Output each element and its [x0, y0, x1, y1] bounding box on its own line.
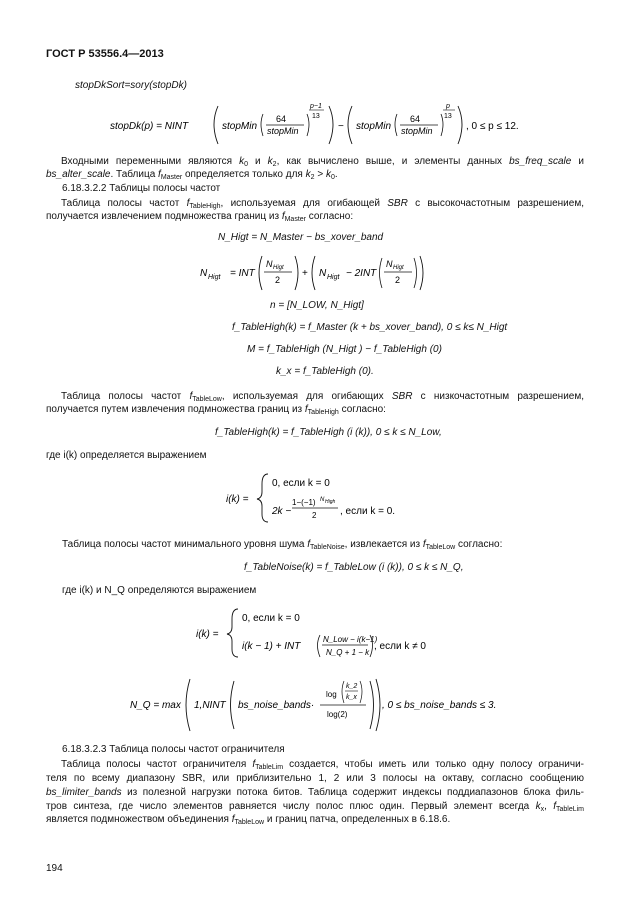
para-tablelim-line1: Таблица полосы частот ограничителя $f_{TableLim}$ создается, чтобы иметь или только одну полосу ограничи-: [61, 759, 584, 771]
svg-text:1,NINT: 1,NINT: [194, 700, 226, 711]
section-6-18-3-2-2: 6.18.3.2.2 Таблицы полосы частот: [62, 183, 221, 194]
svg-text:2: 2: [275, 275, 281, 285]
svg-text:N: N: [386, 259, 393, 269]
svg-text:N_Q = max: N_Q = max: [130, 700, 181, 711]
eq-ftablehigh: f_TableHigh(k) = f_Master (k + bs_xover_band), 0 ≤ k≤ N_Higt: [232, 322, 508, 333]
svg-text:, 0 ≤ bs_noise_bands ≤ 3.: , 0 ≤ bs_noise_bands ≤ 3.: [382, 700, 497, 711]
svg-text:, если k = 0.: , если k = 0.: [340, 506, 396, 517]
svg-text:log(2): log(2): [327, 710, 348, 719]
svg-text:2: 2: [395, 275, 401, 285]
svg-text:Higt: Higt: [208, 274, 221, 281]
svg-text:k_2: k_2: [346, 683, 358, 690]
eq-ik-2: [196, 605, 436, 660]
svg-text:N: N: [319, 268, 327, 279]
eq-ik-1: [226, 470, 426, 525]
stopdk-equation: [110, 100, 530, 148]
svg-text:Higt: Higt: [273, 265, 284, 271]
para-tablenoise: Таблица полосы частот минимального уровня шума $f_{TableNoise}$, извлекается из $f_{TableLow}$ согласно:: [62, 539, 503, 551]
stopmin-den-1: stopMin: [267, 126, 299, 136]
where-ik-nq: где i(k) и N_Q определяются выражением: [62, 585, 257, 596]
exp-num-1: p−1: [310, 103, 322, 110]
para-inputs-line2: bs_alter_scale. Таблица $f_{Master}$ определяется только для $k_2 > k_0$.: [46, 169, 338, 181]
para-tablehigh-line1: Таблица полосы частот $f_{TableHigh}$, используемая для огибающей SBR с высокочастотным разрешением,: [61, 198, 584, 210]
para-tablelim-line4: тров синтеза, где число элементов равняется числу полос плюс один. Первый элемент всегда $k_x$, $f_{TableLim}$: [46, 801, 584, 813]
svg-text:k_x: k_x: [346, 694, 357, 701]
svg-text:1−(−1): 1−(−1): [292, 498, 316, 507]
svg-text:bs_noise_bands·: bs_noise_bands·: [238, 700, 315, 711]
eq-n: n = [N_LOW, N_Higt]: [270, 300, 364, 311]
svg-text:, если k ≠ 0: , если k ≠ 0: [374, 641, 426, 652]
stopmin-1: stopMin: [222, 121, 258, 132]
stopdk-range: , 0 ≤ p ≤ 12.: [466, 121, 519, 132]
eq-nq: [130, 675, 530, 735]
svg-text:i(k) =: i(k) =: [196, 629, 219, 640]
svg-text:2: 2: [312, 511, 317, 520]
svg-text:= INT: = INT: [230, 268, 255, 279]
para-inputs-line1: Входными переменными являются $k_0$ и $k_2$, как вычислено выше, и элементы данных bs_freq_scale и: [61, 156, 584, 168]
standard-header: ГОСТ Р 53556.4—2013: [46, 48, 164, 60]
para-tablelim-line5: является подмножеством объединения $f_{TableLow}$ и границ патча, определенных в 6.18.6.: [46, 814, 451, 826]
svg-text:N: N: [200, 268, 208, 279]
svg-text:N_Low − i(k−1): N_Low − i(k−1): [323, 635, 378, 644]
svg-text:i(k) =: i(k) =: [226, 494, 249, 505]
svg-text:0, если k = 0: 0, если k = 0: [272, 478, 330, 489]
para-tablelim-line2: теля по всему диапазону SBR, или приблизительно 1, 2 или 3 полосы на октаву, согласно сообщению: [46, 773, 584, 784]
svg-text:N: N: [320, 497, 325, 503]
eq-nhigh-2: [200, 252, 430, 294]
where-ik: где i(k) определяется выражением: [46, 450, 207, 461]
svg-text:2k −: 2k −: [272, 506, 292, 517]
svg-text:+: +: [302, 268, 308, 279]
para-tablelow-line2: получается путем извлечения подмножества границ из $f_{TableHigh}$ согласно:: [46, 404, 386, 416]
eq-m: M = f_TableHigh (N_Higt ) − f_TableHigh (0): [247, 344, 442, 355]
svg-text:Higt: Higt: [393, 265, 404, 271]
stopmin-2: stopMin: [356, 121, 392, 132]
eq-nhigh-1: N_Higt = N_Master − bs_xover_band: [218, 232, 384, 243]
svg-text:High: High: [325, 499, 336, 505]
minus-sign: −: [338, 121, 344, 132]
svg-text:− 2INT: − 2INT: [346, 268, 377, 279]
stopmin-den-2: stopMin: [401, 126, 433, 136]
svg-text:i(k − 1) + INT: i(k − 1) + INT: [242, 641, 301, 652]
page-number: 194: [46, 863, 63, 874]
svg-text:log: log: [326, 690, 337, 699]
exp-den-2: 13: [444, 113, 452, 120]
svg-text:0, если k = 0: 0, если k = 0: [242, 613, 300, 624]
para-tablehigh-line2: получается извлечением подмножества границ из $f_{Master}$ согласно:: [46, 211, 354, 223]
stopdk-lhs: stopDk(p) = NINT: [110, 121, 189, 132]
svg-text:N_Q + 1 − k: N_Q + 1 − k: [326, 648, 370, 657]
eq-kx: k_x = f_TableHigh (0).: [276, 366, 374, 377]
exp-num-2: p: [446, 103, 450, 110]
para-tablelow-line1: Таблица полосы частот $f_{TableLow}$, используемая для огибающих SBR с низкочастотным разрешением,: [61, 391, 584, 403]
exp-den-1: 13: [312, 113, 320, 120]
section-6-18-3-2-3: 6.18.3.2.3 Таблица полосы частот ограничителя: [62, 744, 285, 755]
svg-text:Higt: Higt: [327, 274, 340, 281]
num64-2: 64: [410, 114, 421, 124]
eq-ftablelow: f_TableHigh(k) = f_TableHigh (i (k)), 0 ≤ k ≤ N_Low,: [215, 427, 442, 438]
num64-1: 64: [276, 114, 287, 124]
para-tablelim-line3: bs_limiter_bands из полезной нагрузки потока битов. Таблица содержит индексы поддиапазонов блока филь-: [46, 787, 584, 798]
stop-sort-formula: stopDkSort=sory(stopDk): [75, 80, 187, 91]
eq-ftablenoise: f_TableNoise(k) = f_TableLow (i (k)), 0 ≤ k ≤ N_Q,: [244, 562, 464, 573]
svg-text:N: N: [266, 259, 273, 269]
